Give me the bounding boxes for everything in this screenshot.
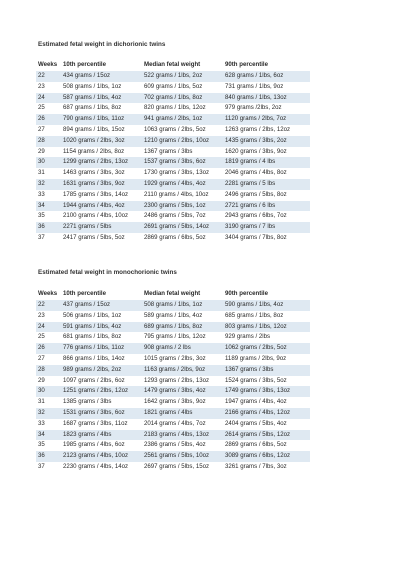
monochorionic-weight-table: [36, 288, 310, 473]
cell-10th-percentile: 1985 grams / 4lbs, 6oz: [63, 441, 125, 449]
cell-weeks: 24: [36, 322, 61, 333]
cell-median-weight: 1015 grams / 2lbs, 3oz: [144, 354, 206, 362]
cell-10th-percentile: 687 grams / 1lbs, 8oz: [63, 104, 122, 112]
cell-weeks: 23: [38, 311, 45, 319]
table-row: [36, 354, 310, 365]
table-row: [36, 93, 310, 104]
cell-weeks: 37: [38, 233, 45, 241]
cell-10th-percentile: 1823 grams / 4lbs: [61, 430, 142, 441]
table-row: [36, 343, 310, 354]
cell-10th-percentile: 894 grams / 1lbs, 15oz: [63, 125, 125, 133]
cell-90th-percentile: 685 grams / 1lbs, 8oz: [225, 311, 284, 319]
cell-10th-percentile: 989 grams / 2lbs, 2oz: [61, 365, 142, 376]
cell-90th-percentile: 2496 grams / 5lbs, 8oz: [225, 190, 287, 198]
table-row: [36, 386, 310, 397]
cell-90th-percentile: 979 grams /2lbs, 2oz: [225, 104, 282, 112]
cell-median-weight: 1210 grams / 2lbs, 10oz: [142, 136, 223, 147]
cell-10th-percentile: 2271 grams / 5lbs: [61, 222, 142, 233]
cell-90th-percentile: 3404 grams / 7lbs, 8oz: [225, 233, 287, 241]
cell-weeks: 35: [38, 212, 45, 220]
cell-weeks: 32: [36, 408, 61, 419]
cell-median-weight: 689 grams / 1lbs, 8oz: [142, 322, 223, 333]
cell-median-weight: 1730 grams / 3lbs, 13oz: [144, 169, 210, 177]
cell-median-weight: 1479 grams / 3lbs, 4oz: [142, 386, 223, 397]
cell-median-weight: 2110 grams / 4lbs, 10oz: [144, 190, 209, 198]
header-median-weight: Median fetal weight: [144, 290, 201, 297]
table-row: [36, 201, 310, 212]
cell-90th-percentile: 1062 grams / 2lbs, 5oz: [223, 343, 310, 354]
table-row: [36, 190, 310, 201]
cell-10th-percentile: 587 grams / 1lbs, 4oz: [61, 93, 142, 104]
table-row: [36, 430, 310, 441]
cell-weeks: 31: [38, 169, 45, 177]
cell-median-weight: 2014 grams / 4lbs, 7oz: [144, 419, 206, 427]
cell-weeks: 27: [38, 354, 45, 362]
dichorionic-weight-table: [36, 59, 310, 244]
cell-median-weight: 2386 grams / 5lbs, 4oz: [144, 441, 206, 449]
cell-90th-percentile: 840 grams / 1lbs, 13oz: [223, 93, 310, 104]
table-row: [36, 147, 310, 158]
cell-10th-percentile: 2123 grams / 4lbs, 10oz: [61, 451, 142, 462]
cell-weeks: 27: [38, 125, 45, 133]
cell-weeks: 33: [38, 419, 45, 427]
cell-median-weight: 609 grams / 1lbs, 5oz: [144, 82, 203, 90]
cell-90th-percentile: 2943 grams / 6lbs, 7oz: [225, 212, 287, 220]
cell-median-weight: 1367 grams / 3lbs: [144, 147, 193, 155]
cell-weeks: 32: [36, 179, 61, 190]
monochorionic-title: Estimated fetal weight in monochorionic twins: [38, 269, 177, 276]
cell-median-weight: 2697 grams / 5lbs, 15oz: [144, 462, 210, 470]
table-row: [36, 322, 310, 333]
cell-90th-percentile: 1189 grams / 2lbs, 9oz: [225, 354, 287, 362]
cell-10th-percentile: 2100 grams / 4lbs, 10oz: [63, 212, 129, 220]
cell-median-weight: 1163 grams / 2lbs, 9oz: [142, 365, 223, 376]
cell-median-weight: 2183 grams / 4lbs, 13oz: [142, 430, 223, 441]
cell-median-weight: 795 grams / 1lbs, 12oz: [144, 333, 206, 341]
cell-weeks: 22: [36, 71, 61, 82]
cell-10th-percentile: 1154 grams / 2lbs, 8oz: [63, 147, 125, 155]
cell-median-weight: 820 grams / 1lbs, 12oz: [144, 104, 206, 112]
cell-weeks: 26: [36, 343, 61, 354]
table-row: [36, 136, 310, 147]
cell-90th-percentile: 590 grams / 1lbs, 4oz: [223, 300, 310, 311]
cell-10th-percentile: 1020 grams / 2lbs, 3oz: [61, 136, 142, 147]
cell-10th-percentile: 1531 grams / 3lbs, 6oz: [61, 408, 142, 419]
cell-90th-percentile: 731 grams / 1lbs, 9oz: [225, 82, 284, 90]
cell-10th-percentile: 776 grams / 1lbs, 11oz: [61, 343, 142, 354]
cell-90th-percentile: 1263 grams / 2lbs, 12oz: [225, 125, 291, 133]
cell-10th-percentile: 1785 grams / 3lbs, 14oz: [63, 190, 129, 198]
table-row: [36, 311, 310, 322]
cell-90th-percentile: 3190 grams / 7 lbs: [223, 222, 310, 233]
cell-weeks: 24: [36, 93, 61, 104]
cell-median-weight: 1642 grams / 3lbs, 9oz: [144, 398, 206, 406]
cell-weeks: 34: [36, 201, 61, 212]
cell-weeks: 22: [36, 300, 61, 311]
header-median-weight: Median fetal weight: [144, 61, 201, 68]
cell-median-weight: 702 grams / 1lbs, 8oz: [142, 93, 223, 104]
cell-weeks: 35: [38, 441, 45, 449]
cell-median-weight: 2561 grams / 5lbs, 10oz: [142, 451, 223, 462]
cell-90th-percentile: 3261 grams / 7lbs, 3oz: [225, 462, 287, 470]
cell-10th-percentile: 2230 grams / 4lbs, 14oz: [63, 462, 129, 470]
table-row: [36, 440, 310, 451]
cell-10th-percentile: 508 grams / 1lbs, 1oz: [63, 82, 122, 90]
cell-median-weight: 1821 grams / 4lbs: [142, 408, 223, 419]
table-row: [36, 332, 310, 343]
cell-median-weight: 941 grams / 2lbs, 1oz: [142, 114, 223, 125]
cell-weeks: 28: [36, 136, 61, 147]
cell-weeks: 23: [38, 82, 45, 90]
table-row: [36, 179, 310, 190]
table-row: [36, 376, 310, 387]
cell-weeks: 25: [38, 333, 45, 341]
table-row: [36, 157, 310, 168]
cell-90th-percentile: 1620 grams / 3lbs, 9oz: [225, 147, 287, 155]
table-row: [36, 397, 310, 408]
cell-median-weight: 1537 grams / 3lbs, 6oz: [142, 157, 223, 168]
cell-90th-percentile: 3089 grams / 6lbs, 12oz: [223, 451, 310, 462]
header-10th-percentile: 10th percentile: [63, 290, 107, 297]
cell-10th-percentile: 1097 grams / 2lbs, 6oz: [63, 376, 125, 384]
cell-median-weight: 2300 grams / 5lbs, 1oz: [142, 201, 223, 212]
cell-10th-percentile: 1687 grams / 3lbs, 11oz: [63, 419, 128, 427]
cell-median-weight: 1929 grams / 4lbs, 4oz: [142, 179, 223, 190]
cell-median-weight: 508 grams / 1lbs, 1oz: [142, 300, 223, 311]
table-header-row: [36, 59, 310, 71]
table-row: [36, 168, 310, 179]
table-row: [36, 211, 310, 222]
cell-90th-percentile: 1120 grams / 2lbs, 7oz: [223, 114, 310, 125]
cell-90th-percentile: 803 grams / 1lbs, 12oz: [223, 322, 310, 333]
cell-median-weight: 1063 grams / 2lbs, 5oz: [144, 125, 206, 133]
cell-10th-percentile: 506 grams / 1lbs, 1oz: [63, 311, 122, 319]
cell-90th-percentile: 1749 grams / 3lbs, 13oz: [223, 386, 310, 397]
table-row: [36, 300, 310, 311]
cell-median-weight: 908 grams / 2 lbs: [142, 343, 223, 354]
table-row: [36, 82, 310, 93]
cell-90th-percentile: 1819 grams / 4 lbs: [223, 157, 310, 168]
table-row: [36, 419, 310, 430]
table-row: [36, 365, 310, 376]
cell-median-weight: 522 grams / 1lbs, 2oz: [142, 71, 223, 82]
cell-10th-percentile: 1463 grams / 3lbs, 3oz: [63, 169, 125, 177]
cell-90th-percentile: 2404 grams / 5lbs, 4oz: [225, 419, 287, 427]
cell-90th-percentile: 2166 grams / 4lbs, 12oz: [223, 408, 310, 419]
cell-90th-percentile: 2614 grams / 5lbs, 12oz: [223, 430, 310, 441]
cell-weeks: 36: [36, 222, 61, 233]
cell-90th-percentile: 628 grams / 1lbs, 6oz: [223, 71, 310, 82]
cell-weeks: 25: [38, 104, 45, 112]
cell-weeks: 31: [38, 398, 45, 406]
cell-10th-percentile: 2417 grams / 5lbs, 5oz: [63, 233, 125, 241]
table-row: [36, 103, 310, 114]
table-row: [36, 125, 310, 136]
table-row: [36, 71, 310, 82]
cell-10th-percentile: 1385 grams / 3lbs: [63, 398, 112, 406]
cell-median-weight: 589 grams / 1lbs, 4oz: [144, 311, 203, 319]
cell-median-weight: 2869 grams / 6lbs, 5oz: [144, 233, 206, 241]
cell-10th-percentile: 790 grams / 1lbs, 11oz: [61, 114, 142, 125]
table-row: [36, 462, 310, 473]
table-row: [36, 408, 310, 419]
cell-10th-percentile: 1299 grams / 2lbs, 13oz: [61, 157, 142, 168]
header-90th-percentile: 90th percentile: [225, 61, 269, 68]
cell-weeks: 30: [36, 386, 61, 397]
cell-90th-percentile: 1524 grams / 3lbs, 5oz: [225, 376, 287, 384]
cell-weeks: 34: [36, 430, 61, 441]
cell-median-weight: 2691 grams / 5lbs, 14oz: [142, 222, 223, 233]
cell-10th-percentile: 434 grams / 15oz: [61, 71, 142, 82]
cell-90th-percentile: 2721 grams / 6 lbs: [223, 201, 310, 212]
cell-median-weight: 2486 grams / 5lbs, 7oz: [144, 212, 206, 220]
header-weeks: Weeks: [38, 61, 58, 68]
cell-median-weight: 1293 grams / 2lbs, 13oz: [144, 376, 210, 384]
cell-weeks: 33: [38, 190, 45, 198]
cell-90th-percentile: 1367 grams / 3lbs: [223, 365, 310, 376]
cell-10th-percentile: 1631 grams / 3lbs, 9oz: [61, 179, 142, 190]
dichorionic-title: Estimated fetal weight in dichorionic twins: [38, 41, 166, 48]
header-10th-percentile: 10th percentile: [63, 61, 107, 68]
cell-90th-percentile: 1435 grams / 3lbs, 2oz: [223, 136, 310, 147]
cell-10th-percentile: 681 grams / 1lbs, 8oz: [63, 333, 122, 341]
table-row: [36, 451, 310, 462]
header-weeks: Weeks: [38, 290, 58, 297]
cell-weeks: 29: [38, 147, 45, 155]
cell-weeks: 26: [36, 114, 61, 125]
cell-10th-percentile: 1944 grams / 4lbs, 4oz: [61, 201, 142, 212]
cell-10th-percentile: 1251 grams / 2lbs, 12oz: [61, 386, 142, 397]
cell-90th-percentile: 1947 grams / 4lbs, 4oz: [225, 398, 287, 406]
cell-90th-percentile: 929 grams / 2lbs: [225, 333, 271, 341]
header-90th-percentile: 90th percentile: [225, 290, 269, 297]
cell-weeks: 28: [36, 365, 61, 376]
cell-weeks: 36: [36, 451, 61, 462]
cell-90th-percentile: 2046 grams / 4lbs, 8oz: [225, 169, 287, 177]
table-row: [36, 114, 310, 125]
cell-90th-percentile: 2281 grams / 5 lbs: [223, 179, 310, 190]
cell-weeks: 37: [38, 462, 45, 470]
cell-90th-percentile: 2869 grams / 6lbs, 5oz: [225, 441, 287, 449]
cell-10th-percentile: 591 grams / 1lbs, 4oz: [61, 322, 142, 333]
cell-10th-percentile: 866 grams / 1lbs, 14oz: [63, 354, 125, 362]
table-row: [36, 233, 310, 244]
table-header-row: [36, 288, 310, 300]
cell-weeks: 29: [38, 376, 45, 384]
cell-weeks: 30: [36, 157, 61, 168]
cell-10th-percentile: 437 grams / 15oz: [61, 300, 142, 311]
table-row: [36, 222, 310, 233]
